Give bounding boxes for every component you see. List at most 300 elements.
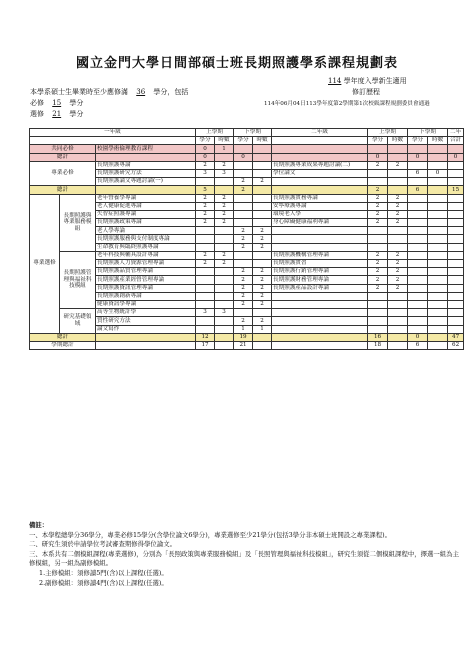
credit-cell: 2 (253, 317, 272, 325)
credit-cell: 17 (196, 341, 215, 349)
course-name-cell (272, 333, 368, 341)
credit-cell (234, 161, 253, 169)
credit-cell (428, 235, 448, 243)
credit-cell (408, 219, 428, 227)
credit-cell (388, 317, 408, 325)
course-name-cell: 長期照護行銷管理專論 (272, 268, 368, 276)
credit-cell: 1 (234, 325, 253, 333)
credit-cell (388, 186, 408, 194)
credit-cell (408, 210, 428, 218)
header-blank (30, 137, 196, 145)
credit-cell (234, 194, 253, 202)
course-name-cell: 身心障礙健康福利專論 (272, 219, 368, 227)
credit-cell (428, 145, 448, 153)
credit-cell (234, 210, 253, 218)
credit-cell (408, 284, 428, 292)
credit-cell: 2 (234, 292, 253, 300)
table-row (30, 161, 464, 169)
credit-cell: 2 (388, 276, 408, 284)
credit-cell (408, 243, 428, 251)
credit-cell (448, 219, 464, 227)
table-row (30, 186, 464, 194)
credit-cell: 2 (388, 161, 408, 169)
credit-cell (428, 325, 448, 333)
credit-cell (196, 284, 215, 292)
note-3b: 2.副修模組：須修讀4門(含)以上課程(任選)。 (39, 578, 168, 587)
credit-cell: 3 (215, 309, 234, 317)
header-hours: 時數 (388, 137, 408, 145)
table-row (30, 341, 464, 349)
note-1: 一、本學程總學分36學分，專業必修15學分(含學位論文6學分)，專業選修至少21學分(包括3學分非本碩士班開設之專業課程)。 (29, 530, 392, 539)
credit-cell (196, 292, 215, 300)
course-name-cell: 長期照護資訊管理專論 (96, 284, 196, 292)
header-upper-1: 上學期 (196, 129, 234, 137)
credit-cell (408, 145, 428, 153)
header-credit: 學分 (234, 137, 253, 145)
credit-cell: 2 (388, 210, 408, 218)
credit-cell: 2 (368, 251, 388, 259)
cohort-suffix: 學年度入學新生適用 (343, 77, 407, 85)
credit-cell: 2 (368, 268, 388, 276)
credit-cell: 2 (215, 210, 234, 218)
credit-cell (234, 309, 253, 317)
course-name-cell: 長期照護專論 (96, 161, 196, 169)
credit-cell (196, 317, 215, 325)
credit-cell: 2 (253, 178, 272, 186)
course-name-cell (272, 186, 368, 194)
credit-cell (368, 227, 388, 235)
revision-note: 114年06月04日113學年度第2學期第1次校級課程規劃委員會通過 (264, 101, 430, 107)
credit-cell: 0 (408, 333, 428, 341)
credit-cell: 12 (196, 333, 215, 341)
credit-cell (368, 300, 388, 308)
table-row (30, 210, 464, 218)
credit-cell: 2 (196, 194, 215, 202)
credit-cell: 2 (388, 251, 408, 259)
credit-cell: 2 (234, 268, 253, 276)
credits-total-suffix: 學分，包括 (153, 88, 189, 96)
course-name-cell: 長期照護服務與支付制度專論 (96, 235, 196, 243)
credit-cell (428, 300, 448, 308)
table-row (30, 145, 464, 153)
credit-cell (368, 235, 388, 243)
credit-cell (196, 227, 215, 235)
module-c-label: 研究基礎領域 (60, 309, 96, 334)
credit-cell (408, 325, 428, 333)
credit-cell (234, 169, 253, 177)
credit-cell (428, 276, 448, 284)
table-row (30, 333, 464, 341)
credit-cell: 2 (234, 186, 253, 194)
credit-cell (388, 235, 408, 243)
header-credit: 學分 (368, 137, 388, 145)
credit-cell (428, 260, 448, 268)
course-name-cell: 生命教育與臨終照護專論 (96, 243, 196, 251)
credits-elective-suffix: 學分 (69, 110, 84, 118)
credit-cell (215, 268, 234, 276)
credit-cell: 62 (448, 341, 464, 349)
credit-cell (215, 284, 234, 292)
credit-cell: 47 (448, 333, 464, 341)
credit-cell (368, 169, 388, 177)
credits-line-required (30, 99, 83, 108)
header-lower-2: 下學期 (408, 129, 448, 137)
credit-cell (428, 161, 448, 169)
credit-cell (388, 169, 408, 177)
credit-cell (215, 333, 234, 341)
credit-cell (368, 178, 388, 186)
credit-cell: 2 (368, 276, 388, 284)
credit-cell (388, 309, 408, 317)
table-row (30, 309, 464, 317)
header-upper-2: 上學期 (368, 129, 408, 137)
header-hours: 時數 (428, 137, 448, 145)
credit-cell (234, 145, 253, 153)
header-credit: 學分 (196, 137, 215, 145)
credits-total-value: 36 (136, 88, 146, 96)
course-name-cell: 長期照護產品設計專論 (272, 284, 368, 292)
credit-cell: 15 (448, 186, 464, 194)
credit-cell (368, 317, 388, 325)
credit-cell (215, 235, 234, 243)
credit-cell (408, 260, 428, 268)
credits-total-prefix: 本學系碩士生畢業時至少應修滿 (30, 88, 128, 96)
course-name-cell: 長期照護政策專論 (96, 219, 196, 227)
course-name-cell (272, 178, 368, 186)
credit-cell (196, 268, 215, 276)
table-row (30, 243, 464, 251)
credit-cell (448, 145, 464, 153)
credit-cell (388, 325, 408, 333)
credit-cell (253, 145, 272, 153)
header-lower-1: 下學期 (234, 129, 272, 137)
credit-cell (448, 178, 464, 186)
credit-cell (448, 325, 464, 333)
subtotal-label: 總計 (30, 186, 96, 194)
credits-elective-prefix: 選修 (30, 110, 44, 118)
credit-cell (253, 161, 272, 169)
credit-cell: 2 (253, 235, 272, 243)
credit-cell: 2 (388, 260, 408, 268)
credit-cell: 6 (408, 341, 428, 349)
credit-cell: 2 (253, 292, 272, 300)
note-2: 二、研究生須於申請學位考試審查期修得學位論文。 (29, 540, 176, 549)
subtotal-label: 總計 (30, 333, 96, 341)
note-3a: 1.主修模組：須修讀5門(含)以上課程(任選)。 (39, 568, 168, 577)
course-name-cell: 老人學專論 (96, 227, 196, 235)
course-name-cell: 校園學術倫理教育課程 (96, 145, 196, 153)
credit-cell: 2 (253, 300, 272, 308)
credit-cell (234, 260, 253, 268)
credit-cell: 0 (448, 153, 464, 161)
credit-cell (408, 309, 428, 317)
course-name-cell: 長期照護論文專題討論(一) (96, 178, 196, 186)
credit-cell (448, 284, 464, 292)
credit-cell (196, 325, 215, 333)
credit-cell (253, 194, 272, 202)
credit-cell (428, 194, 448, 202)
header-hours: 時數 (253, 137, 272, 145)
credits-line-total (30, 88, 188, 97)
credit-cell: 2 (234, 227, 253, 235)
curriculum-table (29, 128, 464, 350)
credit-cell (428, 333, 448, 341)
table-row (30, 260, 464, 268)
credit-cell: 2 (234, 243, 253, 251)
credit-cell: 2 (215, 202, 234, 210)
credit-cell (253, 260, 272, 268)
credit-cell (253, 251, 272, 259)
credit-cell (215, 292, 234, 300)
credit-cell: 0 (234, 153, 253, 161)
credit-cell: 2 (253, 268, 272, 276)
credit-cell (448, 210, 464, 218)
credit-cell: 2 (368, 210, 388, 218)
credit-cell (428, 186, 448, 194)
course-name-cell: 長期照護實務專論 (272, 194, 368, 202)
credit-cell: 0 (428, 169, 448, 177)
credit-cell (428, 292, 448, 300)
credit-cell (428, 317, 448, 325)
credit-cell: 2 (215, 194, 234, 202)
credit-cell (253, 309, 272, 317)
course-name-cell (272, 325, 368, 333)
course-name-cell: 健康資訊學專論 (96, 300, 196, 308)
credit-cell: 2 (253, 284, 272, 292)
credit-cell (428, 268, 448, 276)
credit-cell: 2 (253, 227, 272, 235)
table-row (30, 251, 464, 259)
credit-cell: 2 (215, 161, 234, 169)
credit-cell: 18 (368, 341, 388, 349)
table-row (30, 169, 464, 177)
credit-cell: 2 (368, 219, 388, 227)
credit-cell (428, 219, 448, 227)
credit-cell (253, 341, 272, 349)
credit-cell (448, 235, 464, 243)
credit-cell (448, 161, 464, 169)
credit-cell (448, 227, 464, 235)
credit-cell: 19 (234, 333, 253, 341)
course-name-cell (96, 333, 196, 341)
header-credit: 學分 (408, 137, 428, 145)
credit-cell (388, 333, 408, 341)
header-total: 合計 (448, 137, 464, 145)
course-name-cell: 長期照護人力資源管理專論 (96, 260, 196, 268)
credit-cell: 1 (215, 145, 234, 153)
credit-cell (408, 235, 428, 243)
credit-cell (448, 268, 464, 276)
revision-label: 修訂歷程 (352, 88, 380, 96)
course-name-cell (272, 227, 368, 235)
credit-cell (368, 145, 388, 153)
course-name-cell (96, 341, 196, 349)
table-header-row-1 (30, 129, 464, 137)
course-name-cell (272, 243, 368, 251)
course-name-cell (272, 235, 368, 243)
credit-cell: 2 (388, 284, 408, 292)
credit-cell: 2 (368, 202, 388, 210)
header-grade1: 一年級 (30, 129, 196, 137)
credit-cell (253, 153, 272, 161)
course-name-cell: 長期照護財務管理專論 (272, 276, 368, 284)
credit-cell (408, 178, 428, 186)
credit-cell (215, 227, 234, 235)
credit-cell: 5 (196, 186, 215, 194)
credits-required-suffix: 學分 (69, 99, 84, 107)
credit-cell (215, 300, 234, 308)
course-name-cell (272, 317, 368, 325)
notes-section (29, 521, 463, 588)
credit-cell (253, 219, 272, 227)
header-grade2: 二年級 (272, 129, 368, 137)
cohort-line (328, 77, 407, 86)
credit-cell (428, 227, 448, 235)
credit-cell: 2 (215, 219, 234, 227)
credit-cell (408, 202, 428, 210)
course-name-cell: 長期照護創新專論 (96, 292, 196, 300)
credit-cell (408, 194, 428, 202)
credit-cell (253, 210, 272, 218)
credit-cell: 2 (388, 268, 408, 276)
course-name-cell (96, 186, 196, 194)
credit-cell (388, 227, 408, 235)
credit-cell (196, 178, 215, 186)
course-name-cell: 質性研究方法 (96, 317, 196, 325)
credit-cell: 2 (196, 210, 215, 218)
credit-cell (215, 243, 234, 251)
credit-cell: 2 (215, 260, 234, 268)
credit-cell (448, 309, 464, 317)
credit-cell (448, 169, 464, 177)
credit-cell: 2 (368, 186, 388, 194)
credit-cell (388, 292, 408, 300)
credit-cell (388, 178, 408, 186)
credit-cell: 2 (388, 202, 408, 210)
credit-cell (428, 178, 448, 186)
credit-cell (368, 309, 388, 317)
credit-cell (448, 317, 464, 325)
header-blank (272, 137, 368, 145)
credit-cell: 2 (253, 276, 272, 284)
course-name-cell: 老人健康促進專論 (96, 202, 196, 210)
credit-cell (215, 178, 234, 186)
credit-cell (215, 186, 234, 194)
course-name-cell: 長期照護機構管理專論 (272, 251, 368, 259)
credit-cell: 16 (368, 333, 388, 341)
credit-cell (428, 243, 448, 251)
credit-cell (368, 325, 388, 333)
course-name-cell (272, 309, 368, 317)
category-common-required: 共同必修 (30, 145, 96, 153)
table-row (30, 317, 464, 325)
credit-cell: 2 (215, 251, 234, 259)
credit-cell: 2 (234, 235, 253, 243)
credit-cell (253, 186, 272, 194)
category-professional-elective: 專業選修 (30, 194, 60, 333)
course-name-cell: 安寧療護專論 (272, 202, 368, 210)
credit-cell: 2 (388, 194, 408, 202)
credit-cell (196, 300, 215, 308)
course-name-cell: 環境老人學 (272, 210, 368, 218)
credit-cell: 2 (196, 251, 215, 259)
credit-cell: 3 (196, 169, 215, 177)
credit-cell (215, 276, 234, 284)
credit-cell (428, 153, 448, 161)
credit-cell: 2 (368, 194, 388, 202)
credit-cell: 2 (368, 284, 388, 292)
credit-cell: 2 (196, 202, 215, 210)
credit-cell (428, 210, 448, 218)
table-row (30, 276, 464, 284)
course-name-cell: 老年科技與輔具設計專論 (96, 251, 196, 259)
course-name-cell (272, 153, 368, 161)
credit-cell (448, 260, 464, 268)
subtotal-label: 總計 (30, 153, 96, 161)
table-row (30, 153, 464, 161)
course-name-cell: 長期照護實習 (272, 260, 368, 268)
course-name-cell (272, 145, 368, 153)
credits-required-value: 15 (52, 99, 62, 107)
credit-cell (408, 300, 428, 308)
credit-cell (388, 341, 408, 349)
credit-cell: 21 (234, 341, 253, 349)
credit-cell (428, 284, 448, 292)
course-name-cell: 長期照護品質管理專論 (96, 268, 196, 276)
credit-cell (408, 292, 428, 300)
credit-cell: 2 (196, 260, 215, 268)
credit-cell: 0 (368, 153, 388, 161)
credit-cell (215, 153, 234, 161)
table-row (30, 178, 464, 186)
credit-cell (428, 251, 448, 259)
credit-cell (215, 341, 234, 349)
notes-heading: 備註： (29, 521, 49, 529)
credit-cell: 0 (408, 153, 428, 161)
credit-cell: 3 (196, 309, 215, 317)
credit-cell (388, 300, 408, 308)
module-b-label: 長期照護管理與福祉科技模組 (60, 251, 96, 308)
credit-cell: 2 (234, 300, 253, 308)
credit-cell (388, 243, 408, 251)
credit-cell: 0 (196, 153, 215, 161)
course-name-cell (96, 153, 196, 161)
credit-cell: 2 (234, 178, 253, 186)
credit-cell (448, 300, 464, 308)
credit-cell (408, 161, 428, 169)
credit-cell (253, 333, 272, 341)
course-name-cell: 高等生物統計學 (96, 309, 196, 317)
table-row (30, 219, 464, 227)
credit-cell (253, 169, 272, 177)
credit-cell (448, 194, 464, 202)
credit-cell (448, 276, 464, 284)
table-row (30, 325, 464, 333)
credit-cell (234, 219, 253, 227)
credit-cell (448, 202, 464, 210)
course-name-cell: 長期照護專業成果專題討論(二) (272, 161, 368, 169)
credit-cell (408, 276, 428, 284)
header-two-year: 二年 (448, 129, 464, 137)
credit-cell (196, 276, 215, 284)
credit-cell: 2 (253, 243, 272, 251)
credit-cell (428, 341, 448, 349)
note-3: 三、本系共有二個模組課程(專業選修)，分別為「長照政策與專業服務模組」及「長照管理與福祉科技模組」，研究生須從二個模組課程中，擇選一組為主修模組，另一組為副修模組。 (29, 549, 459, 568)
table-row (30, 194, 464, 202)
credit-cell (388, 145, 408, 153)
course-name-cell (272, 292, 368, 300)
course-name-cell: 失智症照護專論 (96, 210, 196, 218)
